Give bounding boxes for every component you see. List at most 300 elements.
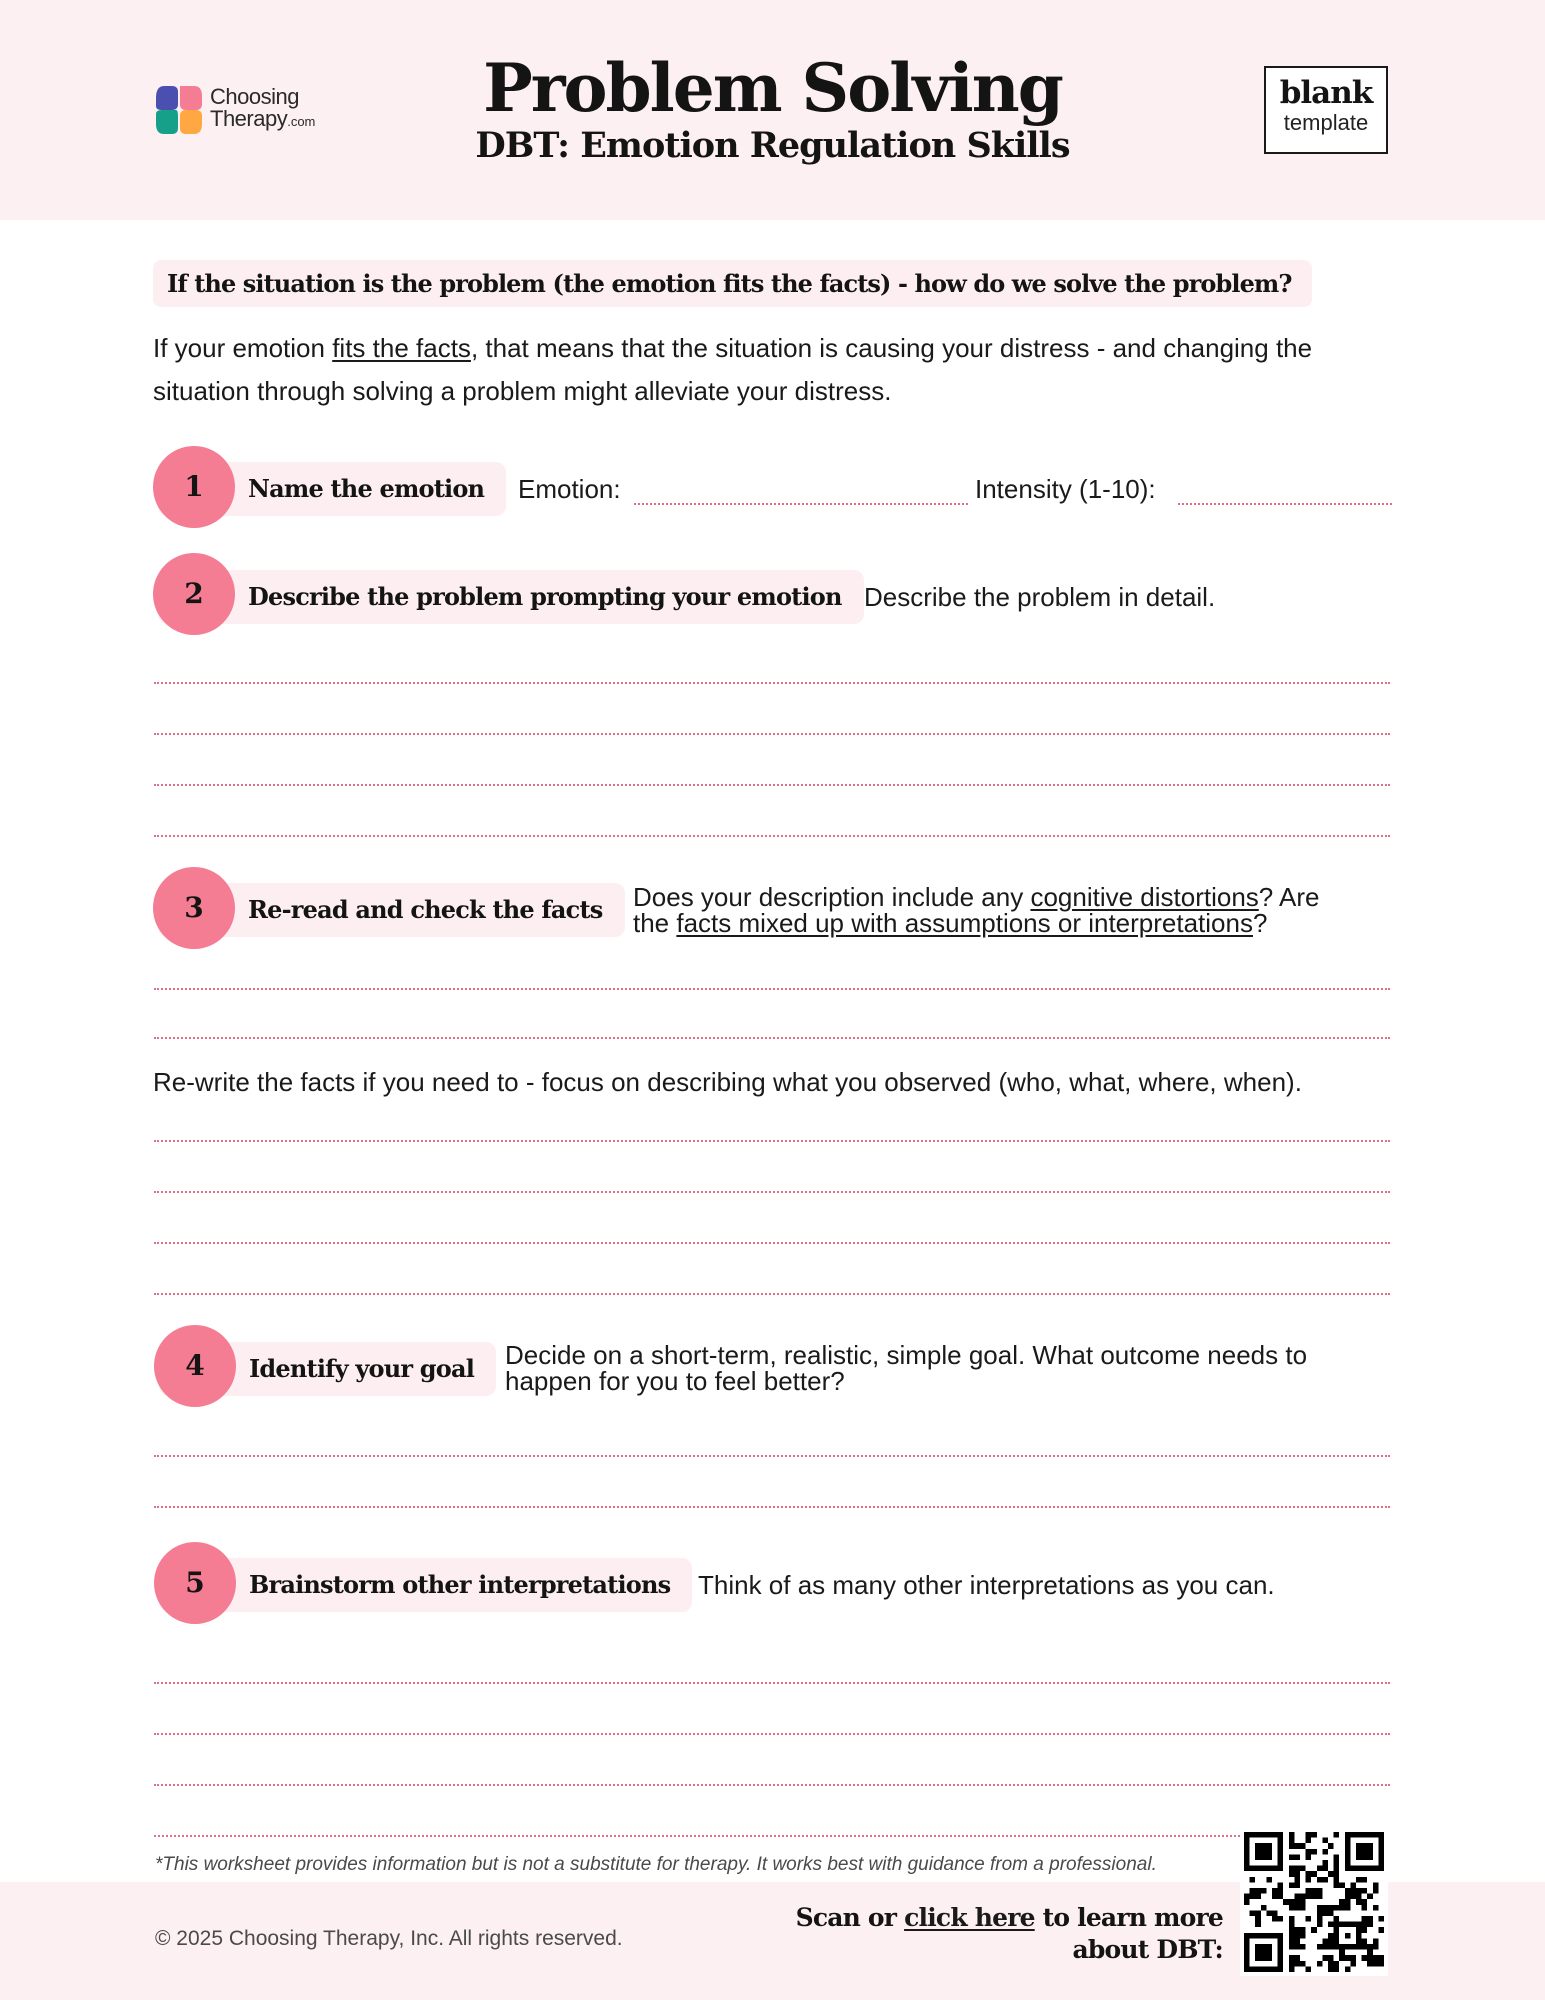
qr-module [1289,1916,1295,1922]
qr-module [1255,1955,1261,1961]
qr-module [1356,1866,1362,1872]
qr-module [1255,1966,1261,1972]
qr-module [1356,1938,1362,1944]
section-question-heading: If the situation is the problem (the emotion fits the facts) - how do we solve the problem? [153,260,1312,307]
qr-module [1289,1938,1295,1944]
qr-module [1255,1922,1261,1928]
qr-module [1334,1882,1340,1888]
qr-module [1278,1866,1284,1872]
qr-module [1266,1854,1272,1860]
qr-module [1255,1843,1261,1849]
qr-module [1261,1950,1267,1956]
qr-module [1362,1938,1368,1944]
scan-text-before: Scan or [795,1903,905,1932]
step-2-write-line[interactable] [154,733,1390,735]
qr-module [1278,1894,1284,1900]
qr-module [1306,1854,1312,1860]
page-title: Problem Solving [483,49,1062,127]
qr-module [1294,1944,1300,1950]
qr-module [1255,1950,1261,1956]
qr-module [1289,1955,1295,1961]
qr-module [1339,1905,1345,1911]
qr-module [1283,1899,1289,1905]
scan-line2: about DBT: [1072,1935,1223,1964]
qr-module [1339,1950,1345,1956]
qr-module [1350,1832,1356,1838]
qr-module [1345,1905,1351,1911]
rewrite-write-line[interactable] [154,1140,1390,1142]
qr-module [1373,1944,1379,1950]
qr-module [1278,1955,1284,1961]
qr-module [1311,1894,1317,1900]
qr-module [1317,1877,1323,1883]
qr-module [1334,1832,1340,1838]
logo-suffix: .com [287,114,316,129]
qr-module [1345,1860,1351,1866]
qr-module [1272,1832,1278,1838]
qr-module [1306,1894,1312,1900]
qr-module [1294,1933,1300,1939]
step-5-write-line[interactable] [154,1682,1390,1684]
step-3-text: the [633,908,677,938]
qr-module [1350,1882,1356,1888]
qr-module [1244,1933,1250,1939]
step-3-description-line2 [633,910,1267,936]
facts-mixed-up-link[interactable]: facts mixed up with assumptions or interpretations [676,908,1253,938]
qr-module [1356,1922,1362,1928]
qr-code[interactable] [1240,1828,1388,1976]
intensity-input-line[interactable] [1178,503,1392,505]
qr-module [1311,1832,1317,1838]
qr-module [1294,1938,1300,1944]
qr-module [1373,1938,1379,1944]
qr-module [1278,1854,1284,1860]
qr-module [1266,1849,1272,1855]
rewrite-write-line[interactable] [154,1293,1390,1295]
intro-text-after: , that means that the situation is causing your distress - and changing the situation through solving a problem might alleviate your distress. [153,333,1313,406]
qr-module [1289,1927,1295,1933]
step-5-write-line[interactable] [154,1784,1390,1786]
step-5-write-line[interactable] [154,1733,1390,1735]
qr-module [1300,1894,1306,1900]
qr-module [1300,1899,1306,1905]
qr-module [1244,1854,1250,1860]
qr-module [1362,1843,1368,1849]
qr-module [1328,1933,1334,1939]
qr-module [1322,1838,1328,1844]
qr-module [1367,1916,1373,1922]
qr-module [1356,1894,1362,1900]
qr-module [1339,1922,1345,1928]
qr-module [1373,1961,1379,1967]
qr-module [1317,1944,1323,1950]
qr-module [1367,1944,1373,1950]
qr-code-icon [1244,1832,1384,1972]
qr-module [1362,1944,1368,1950]
qr-module [1350,1894,1356,1900]
qr-module [1294,1854,1300,1860]
qr-module [1378,1854,1384,1860]
qr-module [1255,1933,1261,1939]
qr-module [1266,1933,1272,1939]
intro-text-before: If your emotion [153,333,333,363]
qr-module [1300,1843,1306,1849]
step-2-description: Describe the problem in detail. [864,582,1216,612]
qr-module [1278,1882,1284,1888]
rewrite-facts-prompt: Re-write the facts if you need to - focus on describing what you observed (who, what, where, when). [153,1067,1302,1097]
qr-module [1306,1877,1312,1883]
qr-module [1289,1899,1295,1905]
qr-module [1266,1910,1272,1916]
step-3-text: ? [1252,908,1268,938]
qr-module [1244,1860,1250,1866]
qr-module [1345,1832,1351,1838]
qr-module [1328,1905,1334,1911]
qr-module [1378,1955,1384,1961]
qr-module [1356,1899,1362,1905]
scan-text-after: to learn more [1034,1903,1223,1932]
qr-module [1362,1916,1368,1922]
qr-module [1289,1843,1295,1849]
qr-module [1306,1871,1312,1877]
qr-module [1255,1916,1261,1922]
qr-module [1244,1899,1250,1905]
qr-module [1378,1961,1384,1967]
qr-module [1378,1860,1384,1866]
qr-module [1244,1944,1250,1950]
qr-module [1261,1866,1267,1872]
qr-module [1261,1854,1267,1860]
qr-module [1334,1877,1340,1883]
qr-module [1345,1966,1351,1972]
qr-module [1378,1843,1384,1849]
qr-module [1345,1854,1351,1860]
step-5-write-line[interactable] [154,1835,1240,1837]
qr-module [1345,1933,1351,1939]
qr-module [1334,1860,1340,1866]
qr-module [1261,1905,1267,1911]
qr-module [1362,1905,1368,1911]
qr-module [1300,1927,1306,1933]
qr-module [1367,1894,1373,1900]
emotion-input-line[interactable] [634,503,968,505]
qr-module [1294,1843,1300,1849]
qr-module [1278,1933,1284,1939]
qr-module [1272,1933,1278,1939]
step-4-description-line2: happen for you to feel better? [505,1366,845,1396]
qr-module [1334,1933,1340,1939]
qr-module [1378,1927,1384,1933]
step-3-text: ? Are [1258,882,1320,912]
qr-module [1311,1927,1317,1933]
qr-module [1255,1910,1261,1916]
qr-module [1250,1894,1256,1900]
qr-module [1378,1866,1384,1872]
step-2-write-line[interactable] [154,682,1390,684]
qr-module [1356,1888,1362,1894]
qr-module [1289,1832,1295,1838]
qr-module [1289,1905,1295,1911]
step-4-number: 4 [154,1325,236,1407]
qr-module [1250,1910,1256,1916]
qr-module [1373,1866,1379,1872]
qr-module [1378,1832,1384,1838]
qr-module [1328,1961,1334,1967]
qr-module [1300,1933,1306,1939]
qr-module [1278,1916,1284,1922]
qr-module [1272,1966,1278,1972]
qr-module [1278,1944,1284,1950]
qr-module [1278,1843,1284,1849]
qr-module [1261,1849,1267,1855]
qr-module [1272,1916,1278,1922]
disclaimer-text: *This worksheet provides information but is not a substitute for therapy. It works best with guidance from a professional. [155,1854,1157,1875]
step-5-description: Think of as many other interpretations as you can. [698,1570,1275,1600]
qr-module [1289,1944,1295,1950]
qr-module [1334,1922,1340,1928]
qr-module [1378,1838,1384,1844]
qr-module [1317,1961,1323,1967]
qr-module [1266,1877,1272,1883]
qr-module [1339,1944,1345,1950]
qr-module [1278,1966,1284,1972]
qr-module [1328,1938,1334,1944]
qr-module [1322,1860,1328,1866]
qr-module [1334,1916,1340,1922]
qr-module [1294,1894,1300,1900]
step-4-label: Identify your goal [159,1342,496,1396]
qr-module [1306,1966,1312,1972]
qr-module [1334,1961,1340,1967]
qr-module [1345,1944,1351,1950]
qr-module [1373,1905,1379,1911]
qr-module [1328,1966,1334,1972]
qr-module [1250,1832,1256,1838]
qr-module [1362,1899,1368,1905]
qr-module [1255,1866,1261,1872]
qr-module [1289,1838,1295,1844]
qr-module [1289,1882,1295,1888]
qr-module [1322,1938,1328,1944]
qr-module [1294,1927,1300,1933]
qr-module [1350,1961,1356,1967]
qr-module [1261,1888,1267,1894]
emotion-field-label: Emotion: [518,474,621,504]
blank-template-badge [1264,66,1388,154]
qr-module [1255,1849,1261,1855]
qr-module [1261,1832,1267,1838]
qr-module [1356,1944,1362,1950]
qr-module [1266,1944,1272,1950]
copyright-text: © 2025 Choosing Therapy, Inc. All rights reserved. [155,1927,623,1950]
cognitive-distortions-link[interactable]: cognitive distortions [1030,882,1259,912]
qr-module [1278,1938,1284,1944]
qr-module [1266,1950,1272,1956]
rewrite-write-line[interactable] [154,1191,1390,1193]
qr-module [1266,1843,1272,1849]
qr-module [1356,1854,1362,1860]
step-2-write-line[interactable] [154,784,1390,786]
qr-module [1334,1966,1340,1972]
qr-module [1345,1849,1351,1855]
qr-module [1278,1888,1284,1894]
qr-module [1272,1888,1278,1894]
qr-module [1294,1877,1300,1883]
qr-module [1362,1888,1368,1894]
qr-module [1322,1944,1328,1950]
qr-module [1261,1933,1267,1939]
step-5-label: Brainstorm other interpretations [159,1558,692,1612]
qr-module [1289,1922,1295,1928]
qr-module [1255,1854,1261,1860]
qr-module [1345,1866,1351,1872]
qr-module [1367,1849,1373,1855]
badge-main-text: blank [1279,75,1373,111]
qr-module [1334,1866,1340,1872]
click-here-link[interactable]: click here [904,1903,1035,1932]
qr-module [1345,1843,1351,1849]
qr-module [1278,1950,1284,1956]
qr-module [1244,1849,1250,1855]
qr-module [1294,1905,1300,1911]
fits-the-facts-link[interactable]: fits the facts [332,333,471,363]
qr-module [1317,1916,1323,1922]
qr-module [1350,1955,1356,1961]
qr-module [1328,1910,1334,1916]
qr-module [1356,1877,1362,1883]
qr-module [1334,1944,1340,1950]
qr-module [1317,1910,1323,1916]
qr-module [1294,1961,1300,1967]
intensity-field-label: Intensity (1-10): [975,474,1156,504]
qr-module [1334,1938,1340,1944]
qr-module [1244,1938,1250,1944]
qr-module [1328,1922,1334,1928]
qr-module [1272,1910,1278,1916]
qr-module [1306,1888,1312,1894]
step-1-label: Name the emotion [158,462,506,516]
qr-module [1306,1832,1312,1838]
qr-module [1362,1866,1368,1872]
scan-call-to-action [796,1902,1223,1966]
qr-module [1356,1927,1362,1933]
qr-module [1300,1866,1306,1872]
rewrite-write-line[interactable] [154,1242,1390,1244]
step-2-label: Describe the problem prompting your emotion [158,570,864,624]
qr-module [1306,1849,1312,1855]
qr-module [1255,1894,1261,1900]
qr-module [1322,1910,1328,1916]
step-4-description-line1: Decide on a short-term, realistic, simple goal. What outcome needs to [505,1340,1308,1370]
qr-module [1367,1843,1373,1849]
qr-module [1356,1849,1362,1855]
qr-module [1317,1866,1323,1872]
qr-module [1244,1832,1250,1838]
qr-module [1255,1888,1261,1894]
qr-module [1362,1922,1368,1928]
qr-module [1356,1832,1362,1838]
qr-module [1322,1849,1328,1855]
qr-module [1289,1871,1295,1877]
qr-module [1350,1888,1356,1894]
qr-module [1278,1961,1284,1967]
qr-module [1261,1843,1267,1849]
qr-module [1266,1955,1272,1961]
qr-module [1322,1877,1328,1883]
qr-module [1362,1877,1368,1883]
qr-module [1345,1894,1351,1900]
qr-module [1294,1866,1300,1872]
qr-module [1322,1955,1328,1961]
qr-module [1289,1933,1295,1939]
qr-module [1300,1944,1306,1950]
logo-line2-text: Therapy [210,106,288,131]
qr-module [1244,1961,1250,1967]
qr-module [1294,1871,1300,1877]
qr-module [1367,1854,1373,1860]
qr-module [1300,1961,1306,1967]
qr-module [1255,1944,1261,1950]
qr-module [1345,1922,1351,1928]
qr-module [1244,1894,1250,1900]
qr-module [1362,1832,1368,1838]
page-subtitle: DBT: Emotion Regulation Skills [475,125,1070,166]
step-2-write-line[interactable] [154,835,1390,837]
qr-module [1317,1905,1323,1911]
qr-module [1300,1905,1306,1911]
qr-module [1311,1888,1317,1894]
qr-module [1261,1966,1267,1972]
qr-module [1362,1849,1368,1855]
qr-module [1250,1966,1256,1972]
step-4-write-line[interactable] [154,1506,1390,1508]
step-4-write-line[interactable] [154,1455,1390,1457]
step-3-number: 3 [153,867,235,949]
qr-module [1255,1832,1261,1838]
step-5-number: 5 [154,1542,236,1624]
qr-module [1266,1966,1272,1972]
qr-module [1261,1955,1267,1961]
qr-module [1250,1866,1256,1872]
qr-module [1289,1866,1295,1872]
qr-module [1367,1832,1373,1838]
qr-module [1244,1843,1250,1849]
step-3-write-line[interactable] [154,988,1390,990]
qr-module [1278,1849,1284,1855]
qr-module [1328,1955,1334,1961]
qr-module [1350,1922,1356,1928]
qr-module [1334,1905,1340,1911]
qr-module [1350,1866,1356,1872]
qr-module [1272,1866,1278,1872]
qr-module [1306,1916,1312,1922]
qr-module [1345,1888,1351,1894]
qr-module [1289,1854,1295,1860]
step-3-text: Does your description include any [633,882,1031,912]
qr-module [1250,1933,1256,1939]
qr-module [1317,1894,1323,1900]
step-3-write-line[interactable] [154,1037,1390,1039]
qr-module [1373,1955,1379,1961]
qr-module [1328,1871,1334,1877]
qr-module [1367,1866,1373,1872]
qr-module [1334,1854,1340,1860]
badge-sub-text: template [1283,110,1369,135]
qr-module [1244,1955,1250,1961]
qr-module [1289,1961,1295,1967]
qr-module [1373,1882,1379,1888]
qr-module [1278,1838,1284,1844]
